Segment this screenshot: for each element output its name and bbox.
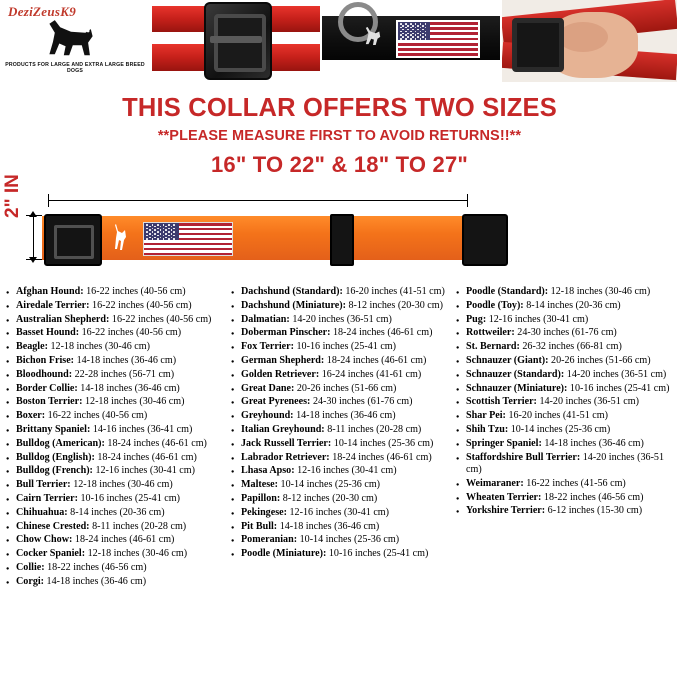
breed-name: Poodle (Miniature):: [241, 548, 327, 560]
breed-size: 18-24 inches (46-61 cm): [329, 451, 432, 463]
list-item: [6, 410, 223, 422]
list-item: [456, 383, 673, 395]
breed-name: Scottish Terrier:: [466, 396, 537, 408]
list-item: [231, 521, 448, 533]
breed-size: 16-20 inches (41-51 cm): [505, 410, 608, 422]
breed-size: 20-26 inches (51-66 cm): [294, 382, 397, 394]
breed-size: 18-24 inches (46-61 cm): [330, 327, 433, 339]
breed-size: 12-18 inches (30-46 cm): [47, 341, 150, 353]
breed-name: Afghan Hound:: [16, 286, 84, 298]
breed-name: Chow Chow:: [16, 534, 73, 546]
slider-icon: [330, 214, 354, 266]
breed-size: 8-14 inches (20-36 cm): [523, 299, 621, 311]
breed-size: 16-22 inches (40-56 cm): [83, 286, 186, 298]
headline-sizes: 16" TO 22" & 18" TO 27": [210, 152, 469, 178]
breed-name: Poodle (Toy):: [466, 299, 524, 311]
breed-size: 12-18 inches (30-46 cm): [85, 548, 188, 560]
list-item: [456, 369, 673, 381]
metal-buckle-icon: [512, 18, 564, 72]
breed-size: 16-22 inches (40-56 cm): [45, 410, 148, 422]
list-item: [6, 493, 223, 505]
breed-size: 18-24 inches (46-61 cm): [94, 451, 197, 463]
list-item: [6, 424, 223, 436]
breed-name: Boston Terrier:: [16, 396, 83, 408]
breed-name: Papillon:: [241, 493, 281, 504]
breed-column-1: [6, 286, 223, 590]
breed-size: 14-18 inches (36-46 cm): [44, 575, 147, 587]
breed-name: Great Dane:: [241, 382, 295, 394]
list-item: [231, 327, 448, 339]
breed-size: 20-26 inches (51-66 cm): [548, 355, 651, 367]
list-item: [231, 548, 448, 560]
breed-size: 12-16 inches (30-41 cm): [486, 313, 589, 325]
breed-name: Schnauzer (Standard):: [466, 368, 565, 380]
breed-size: 24-30 inches (61-76 cm): [310, 396, 413, 408]
breed-size: 10-14 inches (25-36 cm): [508, 424, 611, 436]
us-flag-icon: [143, 222, 233, 256]
dog-tag-icon: [112, 223, 128, 251]
breed-size: 26-32 inches (66-81 cm): [519, 341, 622, 353]
breed-size: 10-14 inches (25-36 cm): [297, 534, 400, 546]
breed-name: Pit Bull:: [241, 520, 278, 532]
length-measure-cap-left: [48, 194, 49, 207]
breed-name: Beagle:: [16, 341, 48, 353]
list-item: [456, 452, 673, 477]
breed-size: 12-18 inches (30-46 cm): [82, 396, 185, 408]
list-item: [456, 355, 673, 367]
breed-size-lists: [0, 282, 679, 590]
breed-name: Pomeranian:: [241, 534, 298, 546]
breed-size: 10-16 inches (25-41 cm): [77, 493, 180, 504]
list-item: [231, 534, 448, 546]
breed-name: Cairn Terrier:: [16, 493, 78, 504]
breed-size: 18-24 inches (46-61 cm): [104, 437, 207, 449]
breed-size: 12-18 inches (30-46 cm): [70, 479, 173, 491]
breed-name: Dachshund (Standard):: [241, 286, 343, 298]
breed-name: Maltese:: [241, 479, 278, 491]
breed-name: Brittany Spaniel:: [16, 424, 91, 436]
breed-size: 10-16 inches (25-41 cm): [326, 548, 429, 560]
list-item: [231, 314, 448, 326]
breed-name: Springer Spaniel:: [466, 437, 542, 449]
list-item: [231, 479, 448, 491]
breed-size: 14-18 inches (36-46 cm): [541, 437, 644, 449]
breed-size: 22-28 inches (56-71 cm): [72, 368, 175, 380]
list-item: [231, 507, 448, 519]
breed-size: 14-20 inches (36-51 cm): [289, 313, 392, 325]
width-arrow-icon: [33, 216, 34, 258]
breed-name: Chinese Crested:: [16, 520, 90, 532]
buckle-icon-right: [462, 214, 508, 266]
breed-name: Wheaten Terrier:: [466, 491, 542, 503]
breed-name: Golden Retriever:: [241, 368, 320, 380]
breed-name: Bloodhound:: [16, 368, 73, 380]
breed-name: Great Pyrenees:: [241, 396, 311, 408]
collar-measurement-diagram: [0, 174, 679, 282]
breed-size: 8-14 inches (20-36 cm): [67, 506, 165, 518]
buckle-bar: [210, 36, 262, 43]
breed-size: 10-16 inches (25-41 cm): [567, 382, 670, 394]
breed-size: 14-20 inches (36-51 cm): [466, 451, 665, 475]
list-item: [231, 396, 448, 408]
list-item: [456, 438, 673, 450]
list-item: [456, 410, 673, 422]
breed-name: Yorkshire Terrier:: [466, 505, 546, 517]
breed-size: 18-24 inches (46-61 cm): [324, 355, 427, 367]
brand-tagline: PRODUCTS FOR LARGE AND EXTRA LARGE BREED DOGS: [5, 62, 145, 74]
breed-size: 14-18 inches (36-46 cm): [293, 410, 396, 422]
breed-name: Staffordshire Bull Terrier:: [466, 451, 581, 463]
list-item: [231, 286, 448, 298]
breed-size: 10-14 inches (25-36 cm): [331, 437, 434, 449]
list-item: [6, 341, 223, 353]
breed-column-3: [456, 286, 673, 590]
list-item: [231, 410, 448, 422]
length-measure-cap-right: [467, 194, 468, 207]
breed-size: 12-18 inches (30-46 cm): [548, 286, 651, 298]
breed-size: 18-22 inches (46-56 cm): [44, 561, 147, 573]
list-item: [6, 479, 223, 491]
brand-name: DeziZeusK9: [8, 4, 76, 19]
headline-primary: THIS COLLAR OFFERS TWO SIZES: [122, 94, 557, 122]
headline-warning: **PLEASE MEASURE FIRST TO AVOID RETURNS!!**: [157, 128, 522, 145]
breed-name: Cocker Spaniel:: [16, 548, 86, 560]
list-item: [231, 424, 448, 436]
list-item: [456, 424, 673, 436]
breed-name: Doberman Pinscher:: [241, 327, 331, 339]
breed-name: Weimaraner:: [466, 477, 524, 489]
headline-block: [0, 82, 679, 184]
list-item: [6, 396, 223, 408]
list-item: [456, 300, 673, 312]
list-item: [231, 465, 448, 477]
breed-size: 24-30 inches (61-76 cm): [514, 327, 617, 339]
breed-name: Bulldog (American):: [16, 437, 105, 449]
list-item: [6, 355, 223, 367]
list-item: [6, 452, 223, 464]
breed-size: 14-18 inches (36-46 cm): [74, 355, 177, 367]
breed-size: 16-24 inches (41-61 cm): [319, 368, 422, 380]
list-item: [6, 369, 223, 381]
brand-logo-panel: [0, 0, 150, 82]
breed-size: 12-16 inches (30-41 cm): [92, 465, 195, 477]
breed-size: 14-16 inches (36-41 cm): [90, 424, 193, 436]
breed-name: Pug:: [466, 313, 487, 325]
list-item: [231, 438, 448, 450]
collar-flag-dring-photo: [322, 0, 500, 82]
breed-size: 18-24 inches (46-61 cm): [72, 534, 175, 546]
breed-size: 8-11 inches (20-28 cm): [89, 520, 187, 532]
breed-size: 14-18 inches (36-46 cm): [277, 520, 380, 532]
list-item: [6, 383, 223, 395]
breed-name: Dachshund (Miniature):: [241, 299, 346, 311]
us-flag-icon: [396, 20, 480, 58]
breed-size: 16-22 inches (40-56 cm): [89, 299, 192, 311]
list-item: [6, 534, 223, 546]
length-measure-line: [48, 200, 468, 201]
breed-name: Bulldog (English):: [16, 451, 95, 463]
list-item: [231, 383, 448, 395]
width-label: 2" IN: [2, 174, 23, 219]
breed-name: Basset Hound:: [16, 327, 80, 339]
breed-size: 8-12 inches (20-30 cm): [345, 299, 443, 311]
list-item: [6, 576, 223, 588]
list-item: [456, 396, 673, 408]
list-item: [456, 314, 673, 326]
list-item: [456, 505, 673, 517]
breed-size: 14-20 inches (36-51 cm): [536, 396, 639, 408]
breed-name: Shih Tzu:: [466, 424, 509, 436]
breed-name: Bichon Frise:: [16, 355, 75, 367]
product-photo-strip: [0, 0, 679, 82]
breed-name: Boxer:: [16, 410, 46, 422]
breed-name: Lhasa Apso:: [241, 465, 295, 477]
breed-size: 16-22 inches (41-56 cm): [523, 477, 626, 489]
list-item: [456, 286, 673, 298]
breed-size: 14-18 inches (36-46 cm): [77, 382, 180, 394]
breed-name: Rottweiler:: [466, 327, 515, 339]
breed-name: Bull Terrier:: [16, 479, 71, 491]
list-item: [6, 562, 223, 574]
list-item: [231, 493, 448, 505]
breed-size: 6-12 inches (15-30 cm): [545, 505, 643, 517]
list-item: [231, 341, 448, 353]
list-item: [231, 355, 448, 367]
list-item: [456, 327, 673, 339]
breed-name: Corgi:: [16, 575, 45, 587]
breed-name: German Shepherd:: [241, 355, 325, 367]
breed-name: Chihuahua:: [16, 506, 68, 518]
breed-size: 10-14 inches (25-36 cm): [278, 479, 381, 491]
breed-size: 16-22 inches (40-56 cm): [79, 327, 182, 339]
breed-name: Collie:: [16, 561, 45, 573]
list-item: [6, 300, 223, 312]
breed-size: 14-20 inches (36-51 cm): [564, 368, 667, 380]
breed-name: Italian Greyhound:: [241, 424, 325, 436]
breed-name: Bulldog (French):: [16, 465, 93, 477]
list-item: [6, 521, 223, 533]
breed-name: Poodle (Standard):: [466, 286, 549, 298]
breed-size: 8-11 inches (20-28 cm): [324, 424, 422, 436]
breed-name: Border Collie:: [16, 382, 78, 394]
list-item: [6, 507, 223, 519]
breed-column-2: [231, 286, 448, 590]
breed-name: St. Bernard:: [466, 341, 520, 353]
breed-name: Greyhound:: [241, 410, 294, 422]
dog-silhouette-icon: [44, 18, 98, 60]
list-item: [6, 327, 223, 339]
hand-holding-collar-photo: [502, 0, 677, 82]
breed-name: Schnauzer (Giant):: [466, 355, 549, 367]
breed-size: 10-16 inches (25-41 cm): [293, 341, 397, 353]
breed-name: Pekingese:: [241, 506, 287, 518]
list-item: [231, 300, 448, 312]
breed-name: Schnauzer (Miniature):: [466, 382, 568, 394]
breed-name: Jack Russell Terrier:: [241, 437, 332, 449]
breed-size: 12-16 inches (30-41 cm): [286, 506, 390, 518]
list-item: [6, 438, 223, 450]
buckle-frame: [214, 14, 266, 72]
breed-name: Dalmatian:: [241, 313, 290, 325]
list-item: [231, 369, 448, 381]
list-item: [456, 341, 673, 353]
breed-name: Labrador Retriever:: [241, 451, 330, 463]
breed-name: Shar Pei:: [466, 410, 506, 422]
breed-size: 8-12 inches (20-30 cm): [280, 493, 378, 504]
breed-name: Australian Shepherd:: [16, 313, 110, 325]
list-item: [6, 548, 223, 560]
list-item: [6, 286, 223, 298]
breed-size: 18-22 inches (46-56 cm): [541, 491, 644, 503]
list-item: [231, 452, 448, 464]
list-item: [6, 465, 223, 477]
breed-size: 16-22 inches (40-56 cm): [109, 313, 212, 325]
breed-size: 12-16 inches (30-41 cm): [294, 465, 397, 477]
list-item: [456, 478, 673, 490]
list-item: [6, 314, 223, 326]
breed-name: Airedale Terrier:: [16, 299, 90, 311]
buckle-icon-left: [44, 214, 102, 266]
breed-size: 16-20 inches (41-51 cm): [342, 286, 445, 298]
list-item: [456, 492, 673, 504]
dog-patch-icon: [364, 26, 382, 46]
breed-name: Fox Terrier:: [241, 341, 294, 353]
thumb: [558, 22, 608, 52]
collar-buckle-photo: [152, 0, 320, 82]
